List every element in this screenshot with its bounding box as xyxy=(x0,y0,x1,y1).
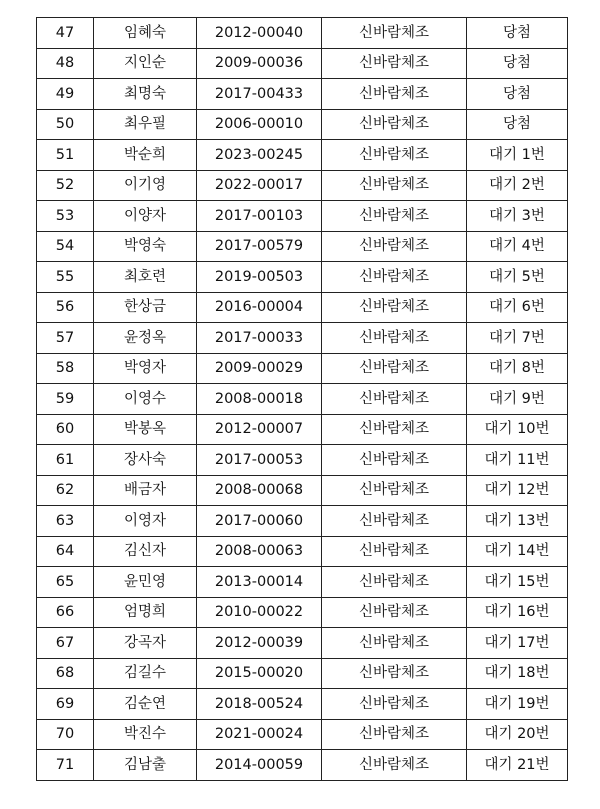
row-number-cell: 68 xyxy=(37,658,94,689)
program-name-cell: 신바람체조 xyxy=(322,292,467,323)
lottery-result-cell: 대기 21번 xyxy=(467,750,568,781)
registration-number-cell: 2008-00063 xyxy=(197,536,322,567)
applicant-name-cell: 이영수 xyxy=(94,384,197,415)
row-number-cell: 48 xyxy=(37,48,94,79)
program-name-cell: 신바람체조 xyxy=(322,262,467,293)
applicant-name-cell: 김길수 xyxy=(94,658,197,689)
table-row xyxy=(37,18,568,49)
lottery-result-cell: 대기 6번 xyxy=(467,292,568,323)
applicant-name-cell: 박봉옥 xyxy=(94,414,197,445)
registration-number-cell: 2017-00060 xyxy=(197,506,322,537)
table-row xyxy=(37,475,568,506)
program-name-cell: 신바람체조 xyxy=(322,109,467,140)
program-name-cell: 신바람체조 xyxy=(322,658,467,689)
program-name-cell: 신바람체조 xyxy=(322,628,467,659)
row-number-cell: 70 xyxy=(37,719,94,750)
program-name-cell: 신바람체조 xyxy=(322,597,467,628)
lottery-result-cell: 대기 12번 xyxy=(467,475,568,506)
program-name-cell: 신바람체조 xyxy=(322,536,467,567)
applicant-name-cell: 엄명희 xyxy=(94,597,197,628)
applicant-name-cell: 김신자 xyxy=(94,536,197,567)
row-number-cell: 55 xyxy=(37,262,94,293)
lottery-result-cell: 대기 18번 xyxy=(467,658,568,689)
program-name-cell: 신바람체조 xyxy=(322,750,467,781)
row-number-cell: 64 xyxy=(37,536,94,567)
registration-number-cell: 2012-00007 xyxy=(197,414,322,445)
table-row xyxy=(37,536,568,567)
table-row xyxy=(37,262,568,293)
registration-number-cell: 2017-00033 xyxy=(197,323,322,354)
program-name-cell: 신바람체조 xyxy=(322,506,467,537)
row-number-cell: 51 xyxy=(37,140,94,171)
lottery-result-cell: 대기 20번 xyxy=(467,719,568,750)
lottery-result-cell: 대기 14번 xyxy=(467,536,568,567)
program-name-cell: 신바람체조 xyxy=(322,79,467,110)
registration-number-cell: 2019-00503 xyxy=(197,262,322,293)
table-row xyxy=(37,292,568,323)
registration-number-cell: 2016-00004 xyxy=(197,292,322,323)
table-row xyxy=(37,48,568,79)
table-row xyxy=(37,750,568,781)
applicant-name-cell: 최우필 xyxy=(94,109,197,140)
table-body xyxy=(37,18,568,781)
program-name-cell: 신바람체조 xyxy=(322,48,467,79)
lottery-result-cell: 대기 8번 xyxy=(467,353,568,384)
row-number-cell: 67 xyxy=(37,628,94,659)
applicant-name-cell: 윤민영 xyxy=(94,567,197,598)
program-name-cell: 신바람체조 xyxy=(322,353,467,384)
program-name-cell: 신바람체조 xyxy=(322,323,467,354)
program-name-cell: 신바람체조 xyxy=(322,140,467,171)
lottery-result-cell: 당첨 xyxy=(467,79,568,110)
applicant-name-cell: 김순연 xyxy=(94,689,197,720)
row-number-cell: 47 xyxy=(37,18,94,49)
lottery-result-cell: 대기 13번 xyxy=(467,506,568,537)
table-row xyxy=(37,231,568,262)
row-number-cell: 65 xyxy=(37,567,94,598)
applicant-name-cell: 윤정옥 xyxy=(94,323,197,354)
lottery-result-cell: 대기 9번 xyxy=(467,384,568,415)
registration-number-cell: 2008-00068 xyxy=(197,475,322,506)
applicant-name-cell: 배금자 xyxy=(94,475,197,506)
table-row xyxy=(37,567,568,598)
table-row xyxy=(37,170,568,201)
row-number-cell: 71 xyxy=(37,750,94,781)
applicant-name-cell: 최호련 xyxy=(94,262,197,293)
registration-number-cell: 2009-00029 xyxy=(197,353,322,384)
program-name-cell: 신바람체조 xyxy=(322,475,467,506)
table-row xyxy=(37,79,568,110)
row-number-cell: 63 xyxy=(37,506,94,537)
table-row xyxy=(37,597,568,628)
registration-number-cell: 2017-00103 xyxy=(197,201,322,232)
table-row xyxy=(37,658,568,689)
registration-number-cell: 2012-00040 xyxy=(197,18,322,49)
table-row xyxy=(37,109,568,140)
applicant-name-cell: 최명숙 xyxy=(94,79,197,110)
lottery-result-cell: 대기 11번 xyxy=(467,445,568,476)
applicant-name-cell: 김남출 xyxy=(94,750,197,781)
row-number-cell: 56 xyxy=(37,292,94,323)
registration-number-cell: 2015-00020 xyxy=(197,658,322,689)
registration-number-cell: 2023-00245 xyxy=(197,140,322,171)
row-number-cell: 69 xyxy=(37,689,94,720)
applicant-name-cell: 박영숙 xyxy=(94,231,197,262)
registration-number-cell: 2006-00010 xyxy=(197,109,322,140)
row-number-cell: 66 xyxy=(37,597,94,628)
registration-number-cell: 2014-00059 xyxy=(197,750,322,781)
table-row xyxy=(37,628,568,659)
lottery-result-cell: 대기 19번 xyxy=(467,689,568,720)
lottery-result-cell: 대기 10번 xyxy=(467,414,568,445)
row-number-cell: 53 xyxy=(37,201,94,232)
registration-number-cell: 2017-00053 xyxy=(197,445,322,476)
table-row xyxy=(37,445,568,476)
table-row xyxy=(37,140,568,171)
row-number-cell: 62 xyxy=(37,475,94,506)
lottery-result-cell: 당첨 xyxy=(467,109,568,140)
registration-number-cell: 2017-00579 xyxy=(197,231,322,262)
program-name-cell: 신바람체조 xyxy=(322,689,467,720)
applicant-name-cell: 임혜숙 xyxy=(94,18,197,49)
lottery-result-cell: 대기 7번 xyxy=(467,323,568,354)
applicant-name-cell: 박순희 xyxy=(94,140,197,171)
table-row xyxy=(37,414,568,445)
row-number-cell: 50 xyxy=(37,109,94,140)
table-row xyxy=(37,201,568,232)
applicant-name-cell: 박진수 xyxy=(94,719,197,750)
registration-number-cell: 2018-00524 xyxy=(197,689,322,720)
registration-number-cell: 2022-00017 xyxy=(197,170,322,201)
program-name-cell: 신바람체조 xyxy=(322,18,467,49)
table-row xyxy=(37,353,568,384)
registration-number-cell: 2009-00036 xyxy=(197,48,322,79)
program-name-cell: 신바람체조 xyxy=(322,414,467,445)
lottery-result-cell: 대기 5번 xyxy=(467,262,568,293)
registration-number-cell: 2021-00024 xyxy=(197,719,322,750)
registration-number-cell: 2010-00022 xyxy=(197,597,322,628)
program-name-cell: 신바람체조 xyxy=(322,719,467,750)
row-number-cell: 52 xyxy=(37,170,94,201)
applicant-name-cell: 지인순 xyxy=(94,48,197,79)
row-number-cell: 49 xyxy=(37,79,94,110)
lottery-result-cell: 당첨 xyxy=(467,48,568,79)
lottery-result-cell: 대기 15번 xyxy=(467,567,568,598)
row-number-cell: 58 xyxy=(37,353,94,384)
table-row xyxy=(37,506,568,537)
applicant-name-cell: 박영자 xyxy=(94,353,197,384)
row-number-cell: 59 xyxy=(37,384,94,415)
row-number-cell: 54 xyxy=(37,231,94,262)
program-name-cell: 신바람체조 xyxy=(322,384,467,415)
lottery-result-cell: 대기 3번 xyxy=(467,201,568,232)
lottery-result-cell: 대기 16번 xyxy=(467,597,568,628)
table-row xyxy=(37,689,568,720)
program-name-cell: 신바람체조 xyxy=(322,170,467,201)
lottery-result-cell: 대기 1번 xyxy=(467,140,568,171)
program-name-cell: 신바람체조 xyxy=(322,231,467,262)
lottery-result-cell: 대기 2번 xyxy=(467,170,568,201)
lottery-result-cell: 당첨 xyxy=(467,18,568,49)
applicant-name-cell: 이양자 xyxy=(94,201,197,232)
registration-number-cell: 2008-00018 xyxy=(197,384,322,415)
applicant-name-cell: 한상금 xyxy=(94,292,197,323)
lottery-result-cell: 대기 4번 xyxy=(467,231,568,262)
table-row xyxy=(37,384,568,415)
applicant-name-cell: 이영자 xyxy=(94,506,197,537)
table-row xyxy=(37,323,568,354)
program-name-cell: 신바람체조 xyxy=(322,201,467,232)
registration-number-cell: 2017-00433 xyxy=(197,79,322,110)
table-row xyxy=(37,719,568,750)
program-name-cell: 신바람체조 xyxy=(322,567,467,598)
row-number-cell: 60 xyxy=(37,414,94,445)
registration-number-cell: 2012-00039 xyxy=(197,628,322,659)
applicant-name-cell: 장사숙 xyxy=(94,445,197,476)
applicant-name-cell: 강곡자 xyxy=(94,628,197,659)
registration-number-cell: 2013-00014 xyxy=(197,567,322,598)
program-name-cell: 신바람체조 xyxy=(322,445,467,476)
row-number-cell: 61 xyxy=(37,445,94,476)
row-number-cell: 57 xyxy=(37,323,94,354)
lottery-result-cell: 대기 17번 xyxy=(467,628,568,659)
lottery-result-table xyxy=(36,17,568,781)
applicant-name-cell: 이기영 xyxy=(94,170,197,201)
lottery-result-sheet xyxy=(36,17,567,781)
